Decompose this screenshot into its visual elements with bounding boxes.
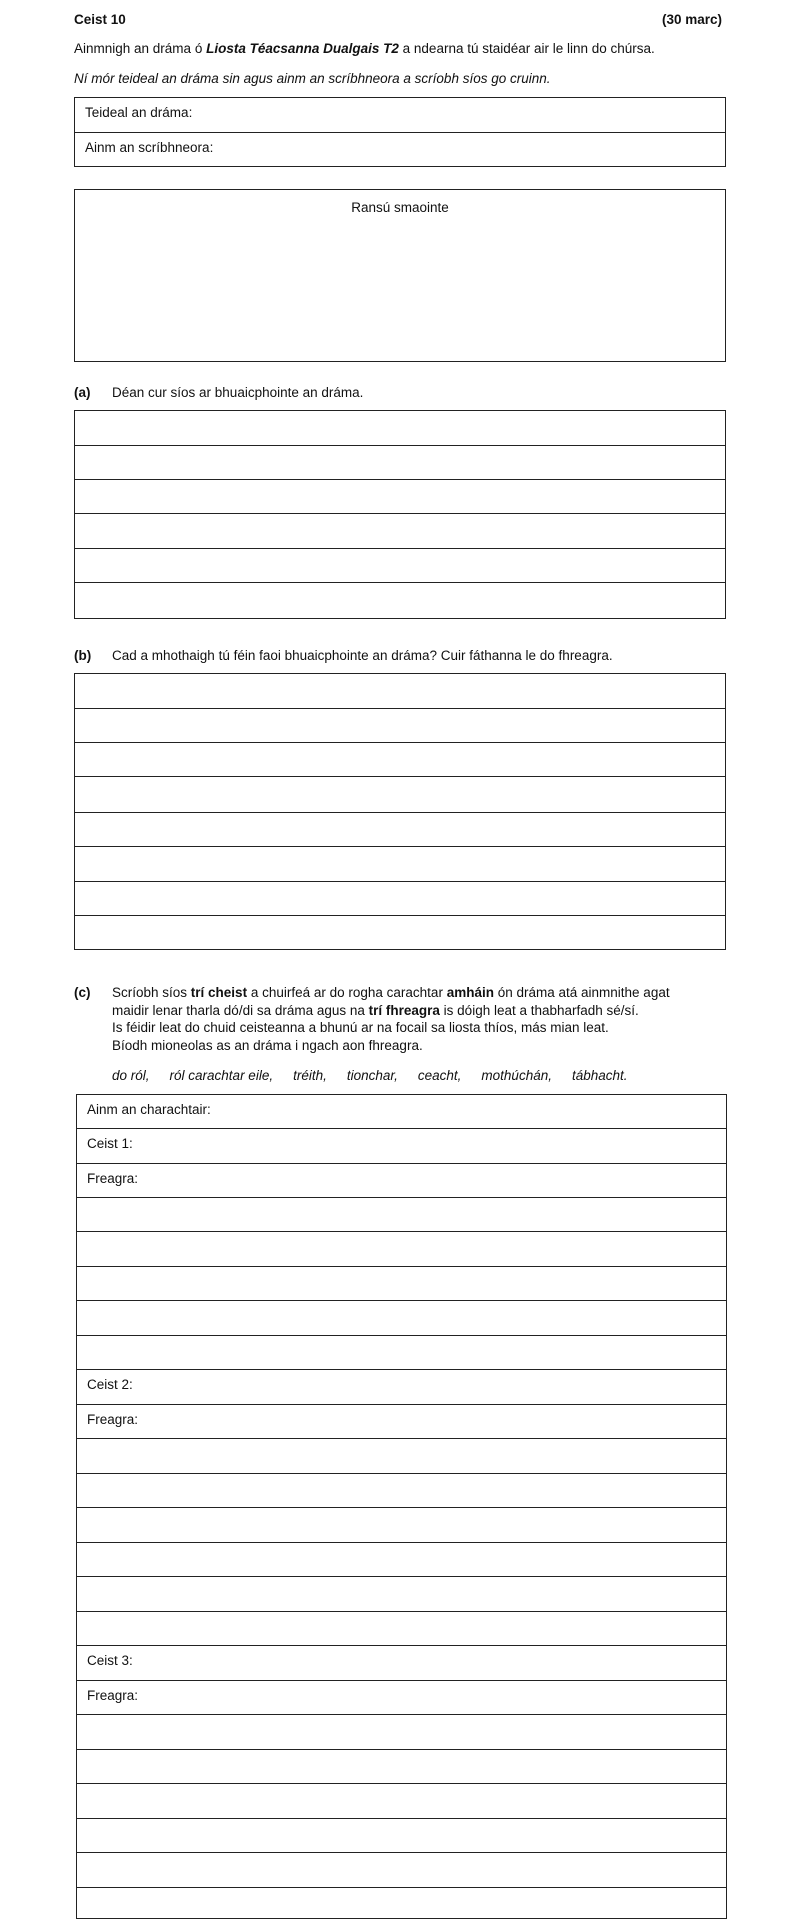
author-label: Ainm an scríbhneora: [85, 140, 214, 155]
part-c-text: a chuirfeá ar do rogha carachtar [247, 985, 447, 1000]
part-b-prompt [74, 648, 613, 663]
answer-1-field[interactable] [77, 1164, 726, 1198]
answer-line[interactable] [77, 1198, 726, 1232]
brainstorm-label: Ransú smaointe [351, 200, 449, 215]
character-name-field[interactable] [77, 1095, 726, 1129]
question-1-label: Ceist 1: [87, 1136, 133, 1151]
suggested-word: ról carachtar eile, [169, 1068, 274, 1083]
part-b-answer-lines[interactable] [74, 673, 726, 950]
answer-line[interactable] [77, 1543, 726, 1577]
answer-line[interactable] [77, 1336, 726, 1370]
answer-line[interactable] [77, 1784, 726, 1819]
question-3-label: Ceist 3: [87, 1653, 133, 1668]
answer-line[interactable] [77, 1888, 726, 1920]
suggested-word: mothúchán, [481, 1068, 552, 1083]
marks-label: (30 marc) [661, 12, 722, 27]
title-label: Teideal an dráma: [85, 105, 193, 120]
part-c-bold: trí fhreagra [368, 1002, 440, 1018]
answer-line[interactable] [77, 1232, 726, 1267]
part-b-label: (b) [74, 648, 92, 663]
suggested-words [112, 1068, 628, 1083]
answer-line[interactable] [77, 1508, 726, 1543]
answer-line[interactable] [75, 480, 725, 514]
answer-line[interactable] [75, 674, 725, 709]
part-c-line-3: Is féidir leat do chuid ceisteanna a bhunú ar na focail sa liosta thíos, más mian leat. [112, 1020, 609, 1035]
answer-2-field[interactable] [77, 1405, 726, 1439]
answer-line[interactable] [77, 1853, 726, 1888]
suggested-word: ceacht, [417, 1068, 462, 1083]
answer-1-label: Freagra: [87, 1171, 139, 1186]
character-label: Ainm an charachtair: [87, 1102, 211, 1117]
answer-line[interactable] [77, 1267, 726, 1301]
answer-line[interactable] [75, 549, 725, 583]
answer-line[interactable] [77, 1301, 726, 1336]
answer-line[interactable] [75, 446, 725, 480]
answer-line[interactable] [77, 1612, 726, 1646]
answer-3-field[interactable] [77, 1681, 726, 1715]
part-c-bold: trí cheist [190, 985, 248, 1000]
part-a-prompt [74, 385, 363, 400]
answer-line[interactable] [75, 882, 725, 916]
question-1-field[interactable] [77, 1129, 726, 1164]
answer-line[interactable] [75, 813, 725, 847]
suggested-word: do ról, [112, 1068, 150, 1083]
title-field[interactable] [75, 98, 725, 133]
answer-line[interactable] [77, 1715, 726, 1750]
part-a-text: Déan cur síos ar bhuaicphointe an dráma. [112, 385, 364, 400]
brainstorm-box[interactable] [74, 189, 726, 362]
answer-line[interactable] [75, 743, 725, 777]
question-2-field[interactable] [77, 1370, 726, 1405]
part-a-label: (a) [74, 385, 91, 400]
part-c-text: ón dráma atá ainmnithe agat [493, 985, 670, 1000]
answer-line[interactable] [77, 1819, 726, 1853]
text-list-name: Liosta Téacsanna Dualgais T2 [206, 41, 399, 56]
answer-line[interactable] [75, 583, 725, 617]
answer-line[interactable] [77, 1474, 726, 1508]
part-b-text: Cad a mhothaigh tú féin faoi bhuaicphointe an dráma? Cuir fáthanna le do fhreagra. [112, 648, 613, 663]
answer-line[interactable] [77, 1577, 726, 1612]
intro-line-1 [74, 41, 655, 56]
answer-2-label: Freagra: [87, 1412, 139, 1427]
answer-line[interactable] [75, 847, 725, 882]
answer-line[interactable] [75, 514, 725, 549]
title-author-box [74, 97, 726, 167]
answer-line[interactable] [75, 411, 725, 446]
part-c-prompt [74, 984, 754, 1054]
question-2-label: Ceist 2: [87, 1377, 133, 1392]
author-field[interactable] [75, 133, 725, 166]
part-c-line-4: Bíodh mioneolas as an dráma i ngach aon fhreagra. [112, 1037, 423, 1053]
suggested-word: tábhacht. [571, 1068, 628, 1083]
part-a-answer-lines[interactable] [74, 410, 726, 619]
part-c-bold: amháin [446, 985, 494, 1000]
answer-3-label: Freagra: [87, 1688, 139, 1703]
question-title: Ceist 10 [74, 12, 126, 27]
part-c-text: is dóigh leat a thabharfadh sé/sí. [439, 1002, 639, 1018]
suggested-word: tionchar, [346, 1068, 398, 1083]
intro-text: Ainmnigh an dráma ó [74, 41, 207, 56]
answer-line[interactable] [75, 916, 725, 948]
answer-line[interactable] [77, 1439, 726, 1474]
answer-line[interactable] [75, 709, 725, 743]
part-c-answer-grid[interactable] [76, 1094, 727, 1919]
intro-line-2: Ní mór teideal an dráma sin agus ainm an scríbhneora a scríobh síos go cruinn. [74, 71, 551, 86]
part-c-label: (c) [74, 985, 91, 1000]
intro-text-end: a ndearna tú staidéar air le linn do chúrsa. [398, 41, 655, 56]
part-c-text: Scríobh síos [112, 985, 191, 1000]
answer-line[interactable] [75, 777, 725, 813]
part-c-text: maidir lenar tharla dó/di sa dráma agus na [112, 1002, 369, 1018]
question-3-field[interactable] [77, 1646, 726, 1681]
answer-line[interactable] [77, 1750, 726, 1784]
suggested-word: tréith, [293, 1068, 327, 1083]
